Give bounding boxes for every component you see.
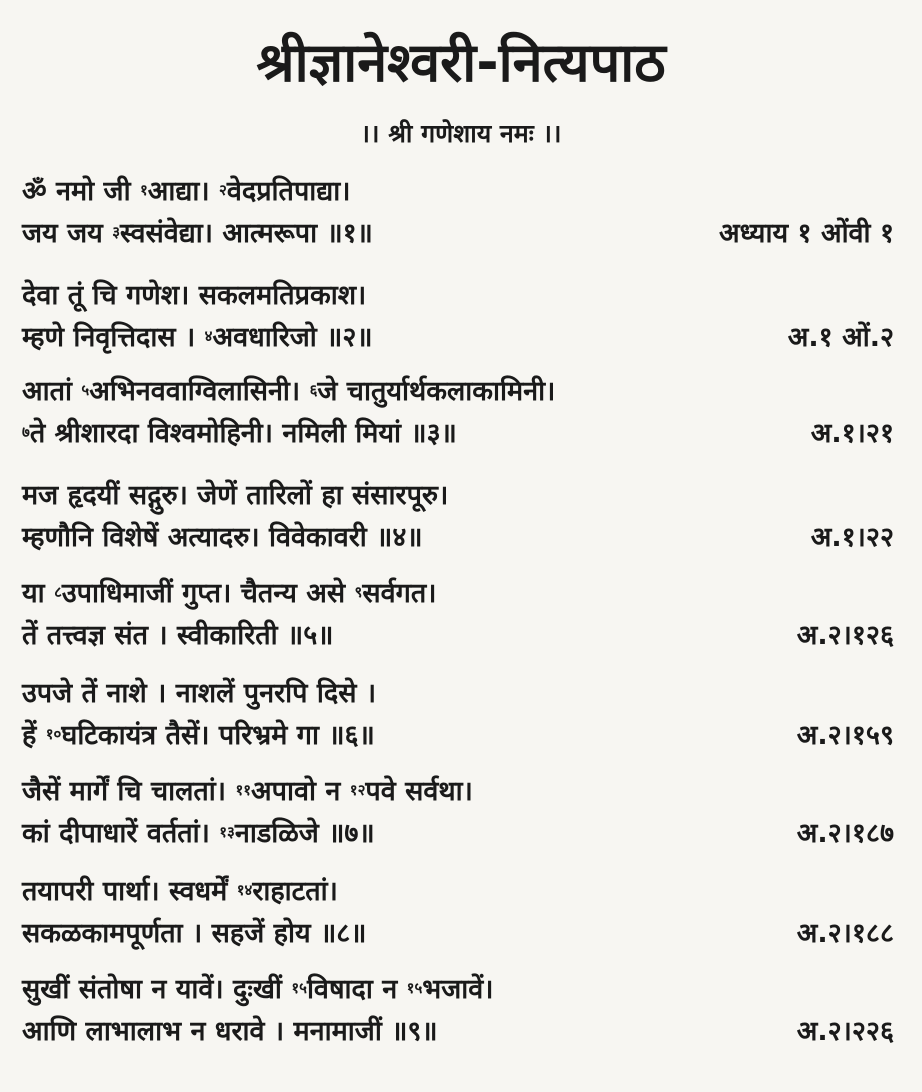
verse-1 [22,170,902,260]
verse-line-2: हें $^{१०}$घटिकायंत्र तैसें। परिभ्रमे गा ॥६॥ [22,720,375,751]
footnote-marker: १३ [219,823,235,841]
footnote-marker: १० [45,725,62,743]
verse-line-1: देवा तूं चि गणेश। सकलमतिप्रकाश। [22,280,367,311]
invocation: ।। श्री गणेशाय नमः ।। [360,119,562,148]
verse-line-2: सकळकामपूर्णता । सहजें होय ॥८॥ [22,918,367,949]
footnote-marker: १५ [291,979,307,997]
footnote-marker: ३ [112,223,121,241]
verse-reference: अ.१ ओं.२ [787,322,894,353]
footnote-marker: ६ [309,381,318,399]
footnote-marker: ९ [354,583,363,601]
footnote-marker: ११ [235,781,252,799]
footnote-marker: ५ [81,381,90,399]
verse-line-1: मज हृदयीं सद्गुरु। जेणें तारिलों हा संसारपूरु। [22,480,449,511]
verse-line-1: ॐ नमो जी $^१$आद्या। $^२$वेदप्रतिपाद्या। [22,176,351,207]
verse-line-1: जैसें मार्गें चि चालतां। $^{११}$अपावो न $^{१२}$पवे सर्वथा। [22,776,473,807]
verse-reference: अ.२।१५९ [796,720,894,751]
verse-line-2: आणि लाभालाभ न धरावे । मनामाजीं ॥९॥ [22,1016,438,1047]
verse-8 [22,870,902,960]
footnote-marker: १५ [406,979,423,997]
verse-reference: अ.१।२२ [810,522,894,553]
verse-reference: अ.२।१८७ [796,818,894,849]
verse-reference: अध्याय १ ओंवी १ [719,218,894,249]
verse-4 [22,474,902,564]
footnote-marker: ४ [204,327,213,345]
verse-2 [22,274,902,364]
verse-reference: अ.१।२१ [810,418,894,449]
verse-7 [22,770,902,860]
verse-line-2: जय जय $^३$स्वसंवेद्या। आत्मरूपा ॥१॥ [22,218,373,249]
verse-line-1: उपजे तें नाशे । नाशलें पुनरपि दिसे । [22,678,377,709]
verse-line-2: तें तत्त्वज्ञ संत । स्वीकारिती ॥५॥ [22,620,334,651]
verse-line-1: या $^८$उपाधिमाजीं गुप्त। चैतन्य असे $^९$सर्वगत। [22,578,437,609]
verse-line-2: म्हणे निवृत्तिदास । $^४$अवधारिजो ॥२॥ [22,322,373,353]
verse-line-1: सुखीं संतोषा न यावें। दुःखीं $^{१५}$विषादा न $^{१५}$भजावें। [22,974,494,1005]
verse-5 [22,572,902,662]
page-title: श्रीज्ञानेश्वरी-नित्यपाठ [256,31,666,94]
verse-reference: अ.२।२२६ [796,1016,894,1047]
footnote-marker: १४ [236,881,253,899]
verse-line-1: आतां $^५$अभिनववाग्विलासिनी। $^६$जे चातुर्यार्थकलाकामिनी। [22,376,556,407]
footnote-marker: २ [219,181,227,199]
verse-reference: अ.२।१८८ [796,918,894,949]
footnote-marker: १ [139,181,148,199]
verse-line-2: $^७$ते श्रीशारदा विश्वमोहिनी। नमिली मियां ॥३॥ [22,418,457,449]
verse-9 [22,968,902,1058]
verse-line-2: कां दीपाधारें वर्ततां। $^{१३}$नाडळिजे ॥७॥ [22,818,375,849]
verse-3 [22,370,902,460]
verse-reference: अ.२।१२६ [796,620,894,651]
verse-line-2: म्हणौनि विशेषें अत्यादरु। विवेकावरी ॥४॥ [22,522,423,553]
footnote-marker: ८ [54,583,62,601]
verse-line-1: तयापरी पार्था। स्वधर्में $^{१४}$राहाटतां। [22,876,338,907]
footnote-marker: १२ [349,781,366,799]
verse-6 [22,672,902,762]
footnote-marker: ७ [22,423,30,441]
